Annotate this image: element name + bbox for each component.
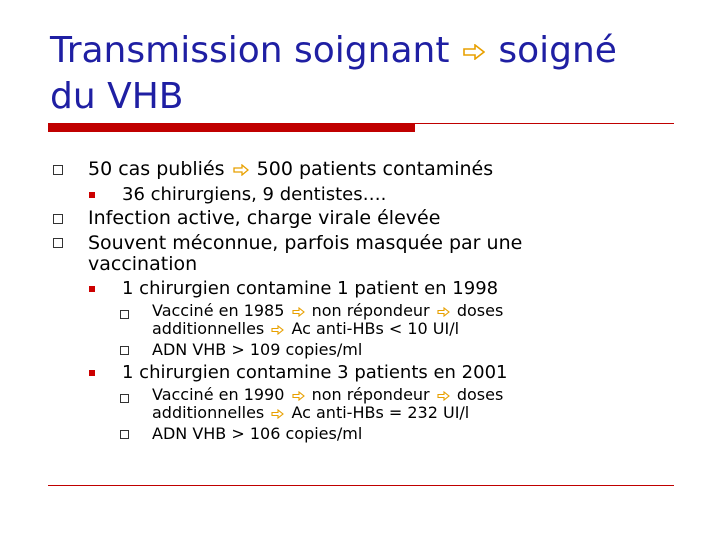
- red-square-bullet-icon: [89, 370, 95, 376]
- hollow-square-bullet-icon: [53, 238, 63, 248]
- detail-text: Ac anti-HBs < 10 UI/l: [291, 319, 460, 338]
- hollow-square-bullet-icon: [53, 165, 63, 175]
- red-square-bullet-icon: [89, 286, 95, 292]
- bullet-cases-published: [88, 158, 493, 180]
- sub-bullet-professions: 36 chirurgiens, 9 dentistes….: [122, 184, 387, 205]
- sub-bullet-case-2001: 1 chirurgien contamine 3 patients en 2001: [122, 362, 508, 383]
- footer-divider-line: [48, 485, 674, 486]
- detail-case2-vaccine-line1: [152, 386, 503, 404]
- bullet-text: 500 patients contaminés: [256, 158, 494, 180]
- right-arrow-icon: [463, 44, 485, 60]
- title-divider-accent: [48, 123, 415, 132]
- bullet-unrecognised-line1: Souvent méconnue, parfois masquée par une: [88, 232, 523, 254]
- sub-bullet-case-1998: 1 chirurgien contamine 1 patient en 1998: [122, 278, 499, 299]
- hollow-square-bullet-icon: [53, 214, 63, 224]
- detail-text: non répondeur: [311, 385, 430, 404]
- right-arrow-icon: [437, 307, 450, 317]
- right-arrow-icon: [233, 164, 249, 176]
- right-arrow-icon: [292, 391, 305, 401]
- slide-title: [50, 28, 690, 120]
- detail-text: additionnelles: [152, 319, 265, 338]
- bullet-active-infection: Infection active, charge virale élevée: [88, 207, 441, 229]
- hollow-square-bullet-icon: [120, 310, 129, 319]
- title-line1-part-b: soigné: [498, 30, 617, 71]
- title-line2: du VHB: [50, 76, 184, 117]
- title-line1-part-a: Transmission soignant: [50, 30, 450, 71]
- detail-case1-vaccine-line2: [152, 320, 459, 338]
- detail-text: Ac anti-HBs = 232 UI/l: [291, 403, 470, 422]
- red-square-bullet-icon: [89, 192, 95, 198]
- bullet-unrecognised-line2: vaccination: [88, 253, 198, 275]
- detail-case2-vaccine-line2: [152, 404, 469, 422]
- detail-case1-dna: ADN VHB > 109 copies/ml: [152, 340, 363, 359]
- detail-text: Vacciné en 1985: [152, 301, 285, 320]
- detail-case1-vaccine-line1: [152, 302, 503, 320]
- detail-text: additionnelles: [152, 403, 265, 422]
- right-arrow-icon: [271, 325, 284, 335]
- bullet-text: 50 cas publiés: [88, 158, 225, 180]
- detail-case2-dna: ADN VHB > 106 copies/ml: [152, 424, 363, 443]
- right-arrow-icon: [292, 307, 305, 317]
- right-arrow-icon: [437, 391, 450, 401]
- right-arrow-icon: [271, 409, 284, 419]
- detail-text: non répondeur: [311, 301, 430, 320]
- hollow-square-bullet-icon: [120, 394, 129, 403]
- hollow-square-bullet-icon: [120, 346, 129, 355]
- hollow-square-bullet-icon: [120, 430, 129, 439]
- detail-text: doses: [456, 301, 504, 320]
- detail-text: doses: [456, 385, 504, 404]
- detail-text: Vacciné en 1990: [152, 385, 285, 404]
